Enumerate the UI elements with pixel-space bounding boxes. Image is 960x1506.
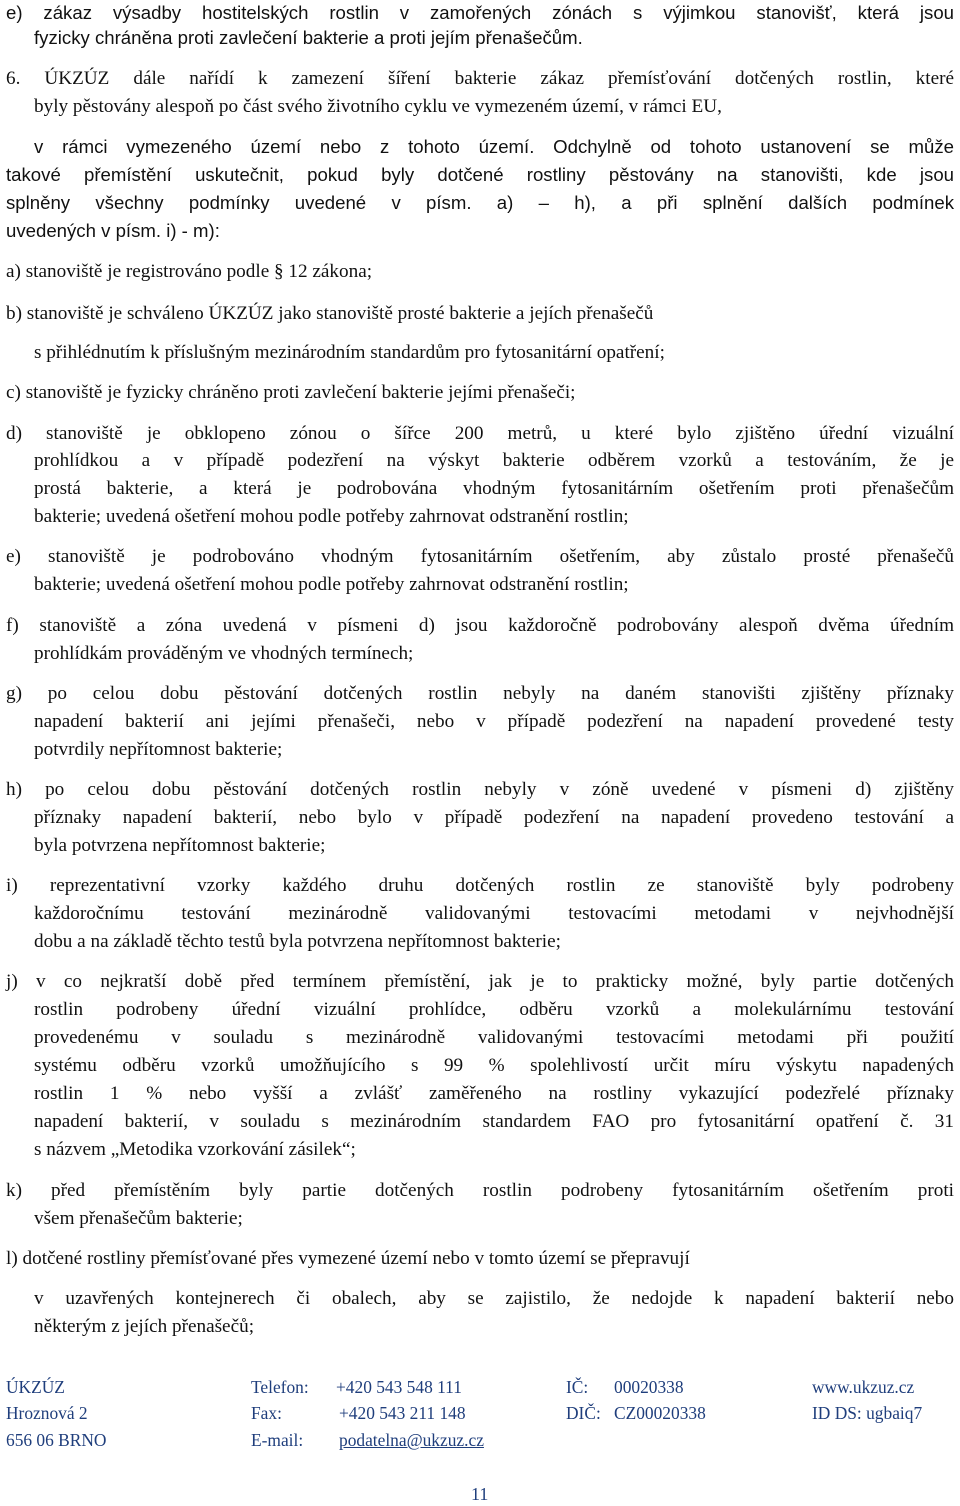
text-line: byly pěstovány alespoň po část svého životního cyklu ve vymezeném území, v rámci EU, [34, 96, 722, 117]
text-line: c) stanoviště je fyzicky chráněno proti zavlečení bakterie jejími přenašeči; [6, 382, 576, 403]
text-line: rostlin podrobeny úřední vizuální prohlídce, odběru vzorků a molekulárnímu testování [34, 999, 954, 1020]
text-line: e) stanoviště je podrobováno vhodným fytosanitárním ošetřením, aby zůstalo prosté přenašečů [6, 546, 954, 567]
text-line: prohlídkou a v případě podezření na výskyt bakterie odběrem vzorků a testováním, že je [34, 450, 954, 471]
text-line: s názvem „Metodika vzorkování zásilek“; [34, 1139, 356, 1160]
text-line: f) stanoviště a zóna uvedená v písmeni d) jsou každoročně podrobovány alespoň dvěma úředním [6, 615, 954, 636]
text-line: provedenému v souladu s mezinárodně validovanými testovacími metodami při použití [34, 1027, 954, 1048]
footer-ic: 00020338 [614, 1377, 684, 1397]
text-line: e) zákaz výsadby hostitelských rostlin v zamořených zónách s výjimkou stanovišť, která jsou [6, 2, 954, 23]
text-line: potvrdily nepřítomnost bakterie; [34, 739, 283, 760]
footer-email-label: E-mail: [251, 1430, 304, 1450]
page-number: 11 [471, 1484, 489, 1504]
text-line: byla potvrzena nepřítomnost bakterie; [34, 835, 326, 856]
footer-ic-label: IČ: [566, 1377, 589, 1397]
footer-dic: CZ00020338 [614, 1403, 706, 1423]
text-line: prohlídkám prováděným ve vhodných termínech; [34, 643, 414, 664]
text-line: každoročnímu testování mezinárodně validovanými testovacími metodami v nejvhodnější [34, 903, 954, 924]
footer-dic-label: DIČ: [566, 1403, 601, 1423]
text-line: a) stanoviště je registrováno podle § 12 zákona; [6, 261, 373, 282]
text-line: bakterie; uvedená ošetření mohou podle potřeby zahrnovat odstranění rostlin; [34, 506, 629, 527]
footer-phone-label: Telefon: [251, 1377, 309, 1397]
text-line: napadení bakterií ani jejími přenašeči, nebo v případě podezření na napadení provedené testy [34, 711, 954, 732]
text-line: b) stanoviště je schváleno ÚKZÚZ jako stanoviště prosté bakterie a jejích přenašečů [6, 303, 654, 324]
footer-city: 656 06 BRNO [6, 1430, 107, 1450]
text-line: bakterie; uvedená ošetření mohou podle potřeby zahrnovat odstranění rostlin; [34, 574, 629, 595]
text-line: splněny všechny podmínky uvedené v písm. a) – h), a při splnění dalších podmínek [6, 192, 954, 213]
text-line: některým z jejích přenašečů; [34, 1316, 255, 1337]
footer-street: Hroznová 2 [6, 1403, 88, 1423]
text-line: d) stanoviště je obklopeno zónou o šířce 200 metrů, u které bylo zjištěno úřední vizuální [6, 423, 954, 444]
text-line: systému odběru vzorků umožňujícího s 99 % spolehlivostí určit míru výskytu napadených [34, 1055, 954, 1076]
text-line: fyzicky chráněna proti zavlečení bakterie a proti jejím přenašečům. [34, 27, 583, 48]
text-line: v uzavřených kontejnerech či obalech, aby se zajistilo, že nedojde k napadení bakterií nebo [34, 1288, 954, 1309]
footer-org: ÚKZÚZ [6, 1377, 65, 1397]
text-line: g) po celou dobu pěstování dotčených rostlin nebyly na daném stanovišti zjištěny příznaky [6, 683, 954, 704]
footer-data-box: ID DS: ugbaiq7 [812, 1403, 923, 1423]
text-line: dobu a na základě těchto testů byla potvrzena nepřítomnost bakterie; [34, 931, 561, 952]
text-line: l) dotčené rostliny přemísťované přes vymezené území nebo v tomto území se přepravují [6, 1248, 690, 1269]
text-line: v rámci vymezeného území nebo z tohoto území. Odchylně od tohoto ustanovení se může [34, 136, 954, 157]
footer-web: www.ukzuz.cz [812, 1377, 915, 1397]
text-line: příznaky napadení bakterií, nebo bylo v případě podezření na napadení provedeno testování a [34, 807, 954, 828]
text-line: prostá bakterie, a která je podrobována vhodným fytosanitárním ošetřením proti přenašečům [34, 478, 954, 499]
text-line: k) před přemístěním byly partie dotčených rostlin podrobeny fytosanitárním ošetřením proti [6, 1180, 954, 1201]
text-line: j) v co nejkratší době před termínem přemístění, jak je to prakticky možné, byly partie dotčených [6, 971, 954, 992]
text-line: všem přenašečům bakterie; [34, 1208, 243, 1229]
text-line: i) reprezentativní vzorky každého druhu dotčených rostlin ze stanoviště byly podrobeny [6, 875, 954, 896]
text-line: uvedených v písm. i) - m): [6, 220, 220, 241]
footer-email-link[interactable]: podatelna@ukzuz.cz [339, 1430, 484, 1450]
text-line: takové přemístění uskutečnit, pokud byly dotčené rostliny pěstovány na stanovišti, kde jsou [6, 164, 954, 185]
footer-fax-label: Fax: [251, 1403, 282, 1423]
text-line: rostlin 1 % nebo vyšší a zvlášť zaměřeného na rostliny vykazující podezřelé příznaky [34, 1083, 954, 1104]
text-line: s přihlédnutím k příslušným mezinárodním standardům pro fytosanitární opatření; [34, 342, 665, 363]
text-line: napadení bakterií, v souladu s mezinárodním standardem FAO pro fytosanitární opatření č. 31 [34, 1111, 954, 1132]
footer-fax: +420 543 211 148 [339, 1403, 466, 1423]
text-line: h) po celou dobu pěstování dotčených rostlin nebyly v zóně uvedené v písmeni d) zjištěny [6, 779, 954, 800]
text-line: 6. ÚKZÚZ dále nařídí k zamezení šíření bakterie zákaz přemísťování dotčených rostlin, které [6, 68, 954, 89]
footer-phone: +420 543 548 111 [336, 1377, 462, 1397]
